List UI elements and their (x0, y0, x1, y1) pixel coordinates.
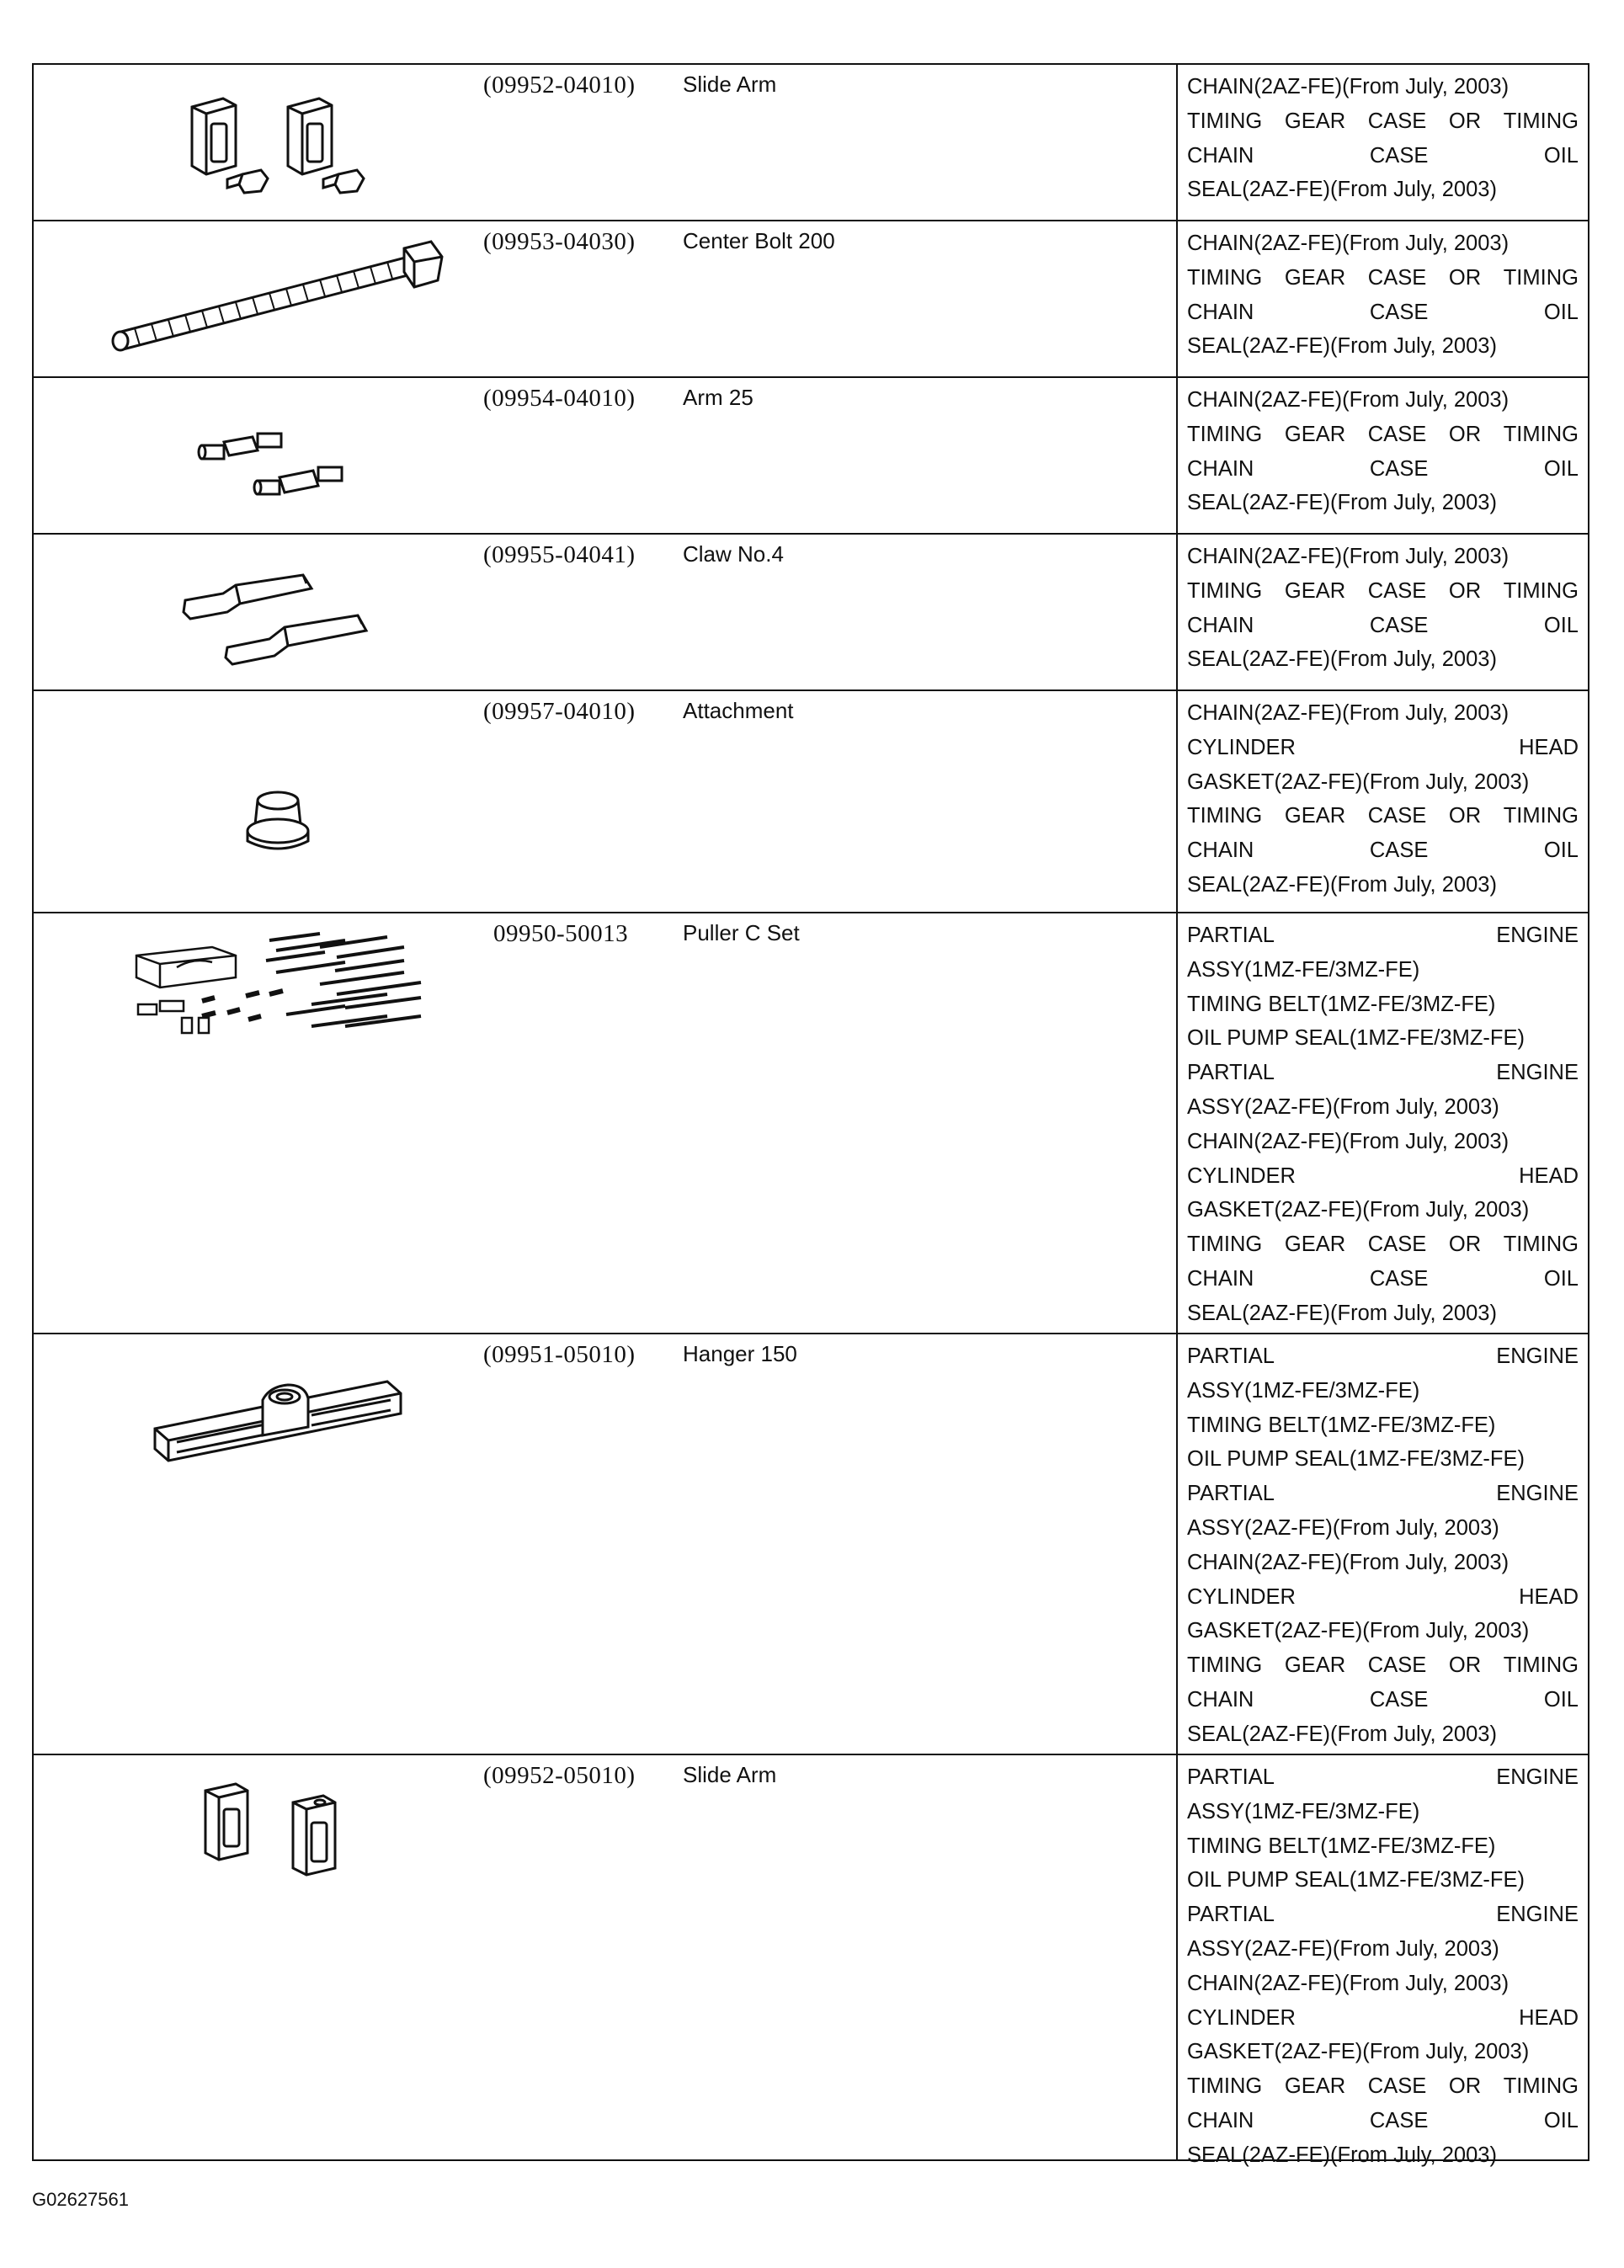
usage-word: CASE (1367, 1653, 1427, 1678)
usage-line (1187, 609, 1579, 643)
usage-word: CASE (1369, 2108, 1429, 2132)
usage-word: OIL (1543, 1687, 1579, 1712)
usage-line (1187, 295, 1579, 330)
usage-word: CASE (1367, 2074, 1427, 2099)
usage-word: CYLINDER (1187, 735, 1296, 759)
usage-word: PARTIAL (1187, 1903, 1275, 1927)
tool-name: Slide Arm (683, 72, 777, 97)
usage-word: TIMING (1503, 578, 1579, 603)
table-row (34, 221, 1588, 378)
usage-word: SEAL(2AZ-FE)(From July, 2003) (1187, 334, 1497, 359)
usage-word: SEAL(2AZ-FE)(From July, 2003) (1187, 2143, 1497, 2167)
usage-word: TIMING (1187, 1653, 1263, 1678)
claw-pair-icon (67, 535, 488, 689)
hanger-icon (67, 1334, 488, 1754)
usage-line (1187, 418, 1579, 452)
usage-word: ENGINE (1496, 1482, 1579, 1506)
usage-word: TIMING (1503, 1653, 1579, 1678)
usage-word: SEAL(2AZ-FE)(From July, 2003) (1187, 872, 1497, 897)
usage-line (1187, 2035, 1579, 2069)
tool-name: Attachment (683, 698, 794, 723)
usage-line (1187, 1227, 1579, 1262)
usage-line (1187, 1296, 1579, 1331)
usage-word: ASSY(2AZ-FE)(From July, 2003) (1187, 1094, 1499, 1119)
usage-line (1187, 173, 1579, 207)
usage-line (1187, 642, 1579, 677)
usage-word: ASSY(1MZ-FE/3MZ-FE) (1187, 1378, 1420, 1403)
usage-word: CHAIN(2AZ-FE)(From July, 2003) (1187, 388, 1510, 412)
usage-word: CASE (1367, 578, 1427, 603)
usage-word: TIMING (1503, 109, 1579, 133)
slide-arm-pair-icon (67, 1755, 488, 2163)
usage-word: ENGINE (1496, 1061, 1579, 1085)
center-bolt-icon (67, 221, 488, 376)
usage-word: CASE (1367, 109, 1427, 133)
usage-word: ENGINE (1496, 924, 1579, 947)
usage-word: PARTIAL (1187, 1061, 1275, 1085)
usage-list (1187, 383, 1579, 520)
usage-word: GEAR (1284, 804, 1346, 828)
usage-line (1187, 799, 1579, 833)
usage-line (1187, 2069, 1579, 2104)
usage-word: TIMING (1503, 2074, 1579, 2099)
usage-line (1187, 988, 1579, 1022)
part-number: (09955-04041) (483, 541, 636, 568)
usage-word: CHAIN(2AZ-FE)(From July, 2003) (1187, 545, 1510, 568)
tool-name: Slide Arm (683, 1762, 777, 1787)
usage-word: CHAIN (1187, 143, 1254, 168)
usage-word: GEAR (1284, 578, 1346, 603)
special-tools-table (32, 63, 1589, 2167)
usage-word: ASSY(1MZ-FE/3MZ-FE) (1187, 957, 1420, 982)
usage-line (1187, 765, 1579, 800)
usage-line (1187, 1829, 1579, 1864)
slide-arm-with-bolts-icon (67, 65, 488, 220)
usage-line (1187, 1898, 1579, 1932)
usage-line (1187, 1090, 1579, 1125)
usage-word: CASE (1367, 422, 1427, 446)
usage-line (1187, 1683, 1579, 1717)
usage-word: OIL (1543, 300, 1579, 324)
usage-word: OIL (1543, 2108, 1579, 2132)
usage-word: HEAD (1519, 1163, 1579, 1188)
usage-word: CHAIN (1187, 2108, 1254, 2132)
usage-word: SEAL(2AZ-FE)(From July, 2003) (1187, 647, 1497, 672)
usage-line (1187, 1056, 1579, 1090)
usage-line (1187, 2001, 1579, 2036)
usage-word: CASE (1369, 613, 1429, 637)
part-number: (09952-04010) (483, 72, 636, 98)
usage-word: TIMING (1503, 804, 1579, 828)
usage-word: CHAIN(2AZ-FE)(From July, 2003) (1187, 1550, 1510, 1574)
usage-word: CHAIN(2AZ-FE)(From July, 2003) (1187, 701, 1510, 725)
usage-word: OR (1448, 1653, 1482, 1678)
usage-line (1187, 574, 1579, 609)
table-row (34, 691, 1588, 913)
part-number: 09950-50013 (493, 920, 629, 947)
usage-line (1187, 1546, 1579, 1580)
usage-line (1187, 918, 1579, 953)
usage-line (1187, 1648, 1579, 1683)
usage-word: TIMING (1187, 578, 1263, 603)
usage-line (1187, 731, 1579, 765)
usage-word: GASKET(2AZ-FE)(From July, 2003) (1187, 1619, 1530, 1643)
usage-word: PARTIAL (1187, 1344, 1275, 1368)
usage-word: CHAIN(2AZ-FE)(From July, 2003) (1187, 75, 1510, 98)
usage-word: OIL (1543, 839, 1579, 863)
usage-line (1187, 2138, 1579, 2173)
table-row (34, 535, 1588, 691)
tool-name: Hanger 150 (683, 1341, 797, 1366)
table-row (34, 1334, 1588, 1755)
usage-word: HEAD (1519, 1584, 1579, 1609)
usage-line (1187, 1932, 1579, 1967)
usage-word: GASKET(2AZ-FE)(From July, 2003) (1187, 2040, 1530, 2064)
usage-line (1187, 833, 1579, 868)
usage-line (1187, 1967, 1579, 2001)
usage-word: TIMING (1187, 804, 1263, 828)
usage-word: CASE (1367, 265, 1427, 290)
usage-word: CASE (1367, 804, 1427, 828)
usage-line (1187, 139, 1579, 173)
usage-line (1187, 1580, 1579, 1615)
usage-list (1187, 226, 1579, 364)
usage-word: OR (1448, 578, 1482, 603)
puller-set-icon (67, 913, 488, 1333)
usage-word: ASSY(2AZ-FE)(From July, 2003) (1187, 1515, 1499, 1540)
usage-word: OIL PUMP SEAL(1MZ-FE/3MZ-FE) (1187, 1447, 1525, 1472)
usage-line (1187, 70, 1579, 104)
usage-line (1187, 329, 1579, 364)
usage-word: CHAIN(2AZ-FE)(From July, 2003) (1187, 1129, 1510, 1153)
usage-line (1187, 104, 1579, 139)
table-row (34, 1755, 1588, 2167)
usage-line (1187, 1442, 1579, 1477)
usage-line (1187, 1760, 1579, 1795)
usage-word: OR (1448, 265, 1482, 290)
usage-line (1187, 868, 1579, 902)
usage-line (1187, 1408, 1579, 1443)
usage-word: SEAL(2AZ-FE)(From July, 2003) (1187, 1301, 1497, 1325)
usage-line (1187, 953, 1579, 988)
usage-word: GEAR (1284, 265, 1346, 290)
usage-line (1187, 1193, 1579, 1227)
usage-word: CASE (1369, 1266, 1429, 1291)
usage-word: CHAIN (1187, 1687, 1254, 1712)
usage-line (1187, 540, 1579, 574)
usage-word: OIL PUMP SEAL(1MZ-FE/3MZ-FE) (1187, 1026, 1525, 1051)
usage-line (1187, 452, 1579, 487)
usage-word: CASE (1369, 300, 1429, 324)
usage-word: TIMING (1503, 1232, 1579, 1257)
usage-line (1187, 1125, 1579, 1159)
usage-word: ENGINE (1496, 1765, 1579, 1789)
usage-word: CASE (1369, 839, 1429, 863)
usage-word: SEAL(2AZ-FE)(From July, 2003) (1187, 1722, 1497, 1746)
usage-line (1187, 1795, 1579, 1829)
usage-line (1187, 261, 1579, 295)
part-number: (09957-04010) (483, 698, 636, 725)
usage-line (1187, 2104, 1579, 2138)
usage-word: CHAIN (1187, 456, 1254, 481)
usage-line (1187, 486, 1579, 520)
usage-word: CASE (1369, 143, 1429, 168)
usage-word: SEAL(2AZ-FE)(From July, 2003) (1187, 178, 1497, 202)
usage-list (1187, 1339, 1579, 1752)
usage-list (1187, 70, 1579, 207)
usage-word: OR (1448, 2074, 1482, 2099)
usage-word: OR (1448, 1232, 1482, 1257)
figure-code: G02627561 (32, 2189, 129, 2210)
usage-line (1187, 1262, 1579, 1296)
usage-word: OIL (1543, 1266, 1579, 1291)
arm-pair-icon (67, 378, 488, 533)
part-number: (09952-05010) (483, 1762, 636, 1789)
usage-line (1187, 1374, 1579, 1408)
usage-word: CHAIN(2AZ-FE)(From July, 2003) (1187, 1971, 1510, 1995)
usage-list (1187, 540, 1579, 677)
usage-word: GEAR (1284, 422, 1346, 446)
table-row (34, 378, 1588, 535)
usage-word: TIMING BELT(1MZ-FE/3MZ-FE) (1187, 992, 1496, 1016)
part-number: (09953-04030) (483, 228, 636, 255)
usage-word: HEAD (1519, 2005, 1579, 2030)
usage-line (1187, 1863, 1579, 1898)
tool-name: Claw No.4 (683, 541, 784, 567)
usage-word: TIMING (1503, 265, 1579, 290)
usage-word: GEAR (1284, 109, 1346, 133)
usage-word: CYLINDER (1187, 2005, 1296, 2030)
usage-word: PARTIAL (1187, 924, 1275, 947)
usage-word: PARTIAL (1187, 1482, 1275, 1506)
usage-word: ENGINE (1496, 1903, 1579, 1927)
usage-line (1187, 1021, 1579, 1056)
usage-word: OR (1448, 804, 1482, 828)
usage-word: CHAIN (1187, 613, 1254, 637)
attachment-icon (67, 691, 488, 912)
usage-line (1187, 1614, 1579, 1648)
usage-word: CASE (1369, 1687, 1429, 1712)
usage-word: CYLINDER (1187, 1584, 1296, 1609)
usage-word: CHAIN(2AZ-FE)(From July, 2003) (1187, 232, 1510, 255)
usage-list (1187, 696, 1579, 902)
usage-word: GEAR (1284, 1653, 1346, 1678)
usage-line (1187, 1339, 1579, 1374)
usage-word: TIMING BELT(1MZ-FE/3MZ-FE) (1187, 1834, 1496, 1858)
usage-line (1187, 1477, 1579, 1511)
usage-word: CASE (1369, 456, 1429, 481)
usage-word: CHAIN (1187, 839, 1254, 863)
usage-word: OIL (1543, 456, 1579, 481)
usage-word: GASKET(2AZ-FE)(From July, 2003) (1187, 1198, 1530, 1222)
usage-word: OIL PUMP SEAL(1MZ-FE/3MZ-FE) (1187, 1868, 1525, 1893)
usage-word: TIMING (1503, 422, 1579, 446)
usage-word: HEAD (1519, 735, 1579, 759)
usage-word: OR (1448, 109, 1482, 133)
usage-word: TIMING (1187, 422, 1263, 446)
table-row (34, 913, 1588, 1334)
usage-word: ENGINE (1496, 1344, 1579, 1368)
usage-word: TIMING (1187, 2074, 1263, 2099)
usage-line (1187, 1159, 1579, 1194)
usage-word: TIMING (1187, 109, 1263, 133)
usage-line (1187, 383, 1579, 418)
usage-word: CHAIN (1187, 300, 1254, 324)
usage-line (1187, 696, 1579, 731)
usage-word: TIMING (1187, 1232, 1263, 1257)
part-number: (09951-05010) (483, 1341, 636, 1368)
usage-word: SEAL(2AZ-FE)(From July, 2003) (1187, 491, 1497, 515)
usage-word: GASKET(2AZ-FE)(From July, 2003) (1187, 769, 1530, 794)
usage-word: GEAR (1284, 1232, 1346, 1257)
tool-name: Center Bolt 200 (683, 228, 835, 253)
usage-word: OIL (1543, 143, 1579, 168)
usage-list (1187, 918, 1579, 1331)
usage-word: GEAR (1284, 2074, 1346, 2099)
usage-list (1187, 1760, 1579, 2173)
usage-word: TIMING BELT(1MZ-FE/3MZ-FE) (1187, 1413, 1496, 1437)
tool-name: Arm 25 (683, 385, 753, 410)
part-number: (09954-04010) (483, 385, 636, 412)
usage-word: OIL (1543, 613, 1579, 637)
usage-word: ASSY(1MZ-FE/3MZ-FE) (1187, 1799, 1420, 1823)
table-row (34, 65, 1588, 221)
usage-word: CASE (1367, 1232, 1427, 1257)
usage-word: ASSY(2AZ-FE)(From July, 2003) (1187, 1936, 1499, 1961)
usage-line (1187, 1511, 1579, 1546)
usage-line (1187, 1717, 1579, 1752)
usage-word: PARTIAL (1187, 1765, 1275, 1789)
usage-word: CYLINDER (1187, 1163, 1296, 1188)
usage-word: TIMING (1187, 265, 1263, 290)
usage-word: CHAIN (1187, 1266, 1254, 1291)
tool-name: Puller C Set (683, 920, 800, 945)
usage-word: OR (1448, 422, 1482, 446)
usage-line (1187, 226, 1579, 261)
